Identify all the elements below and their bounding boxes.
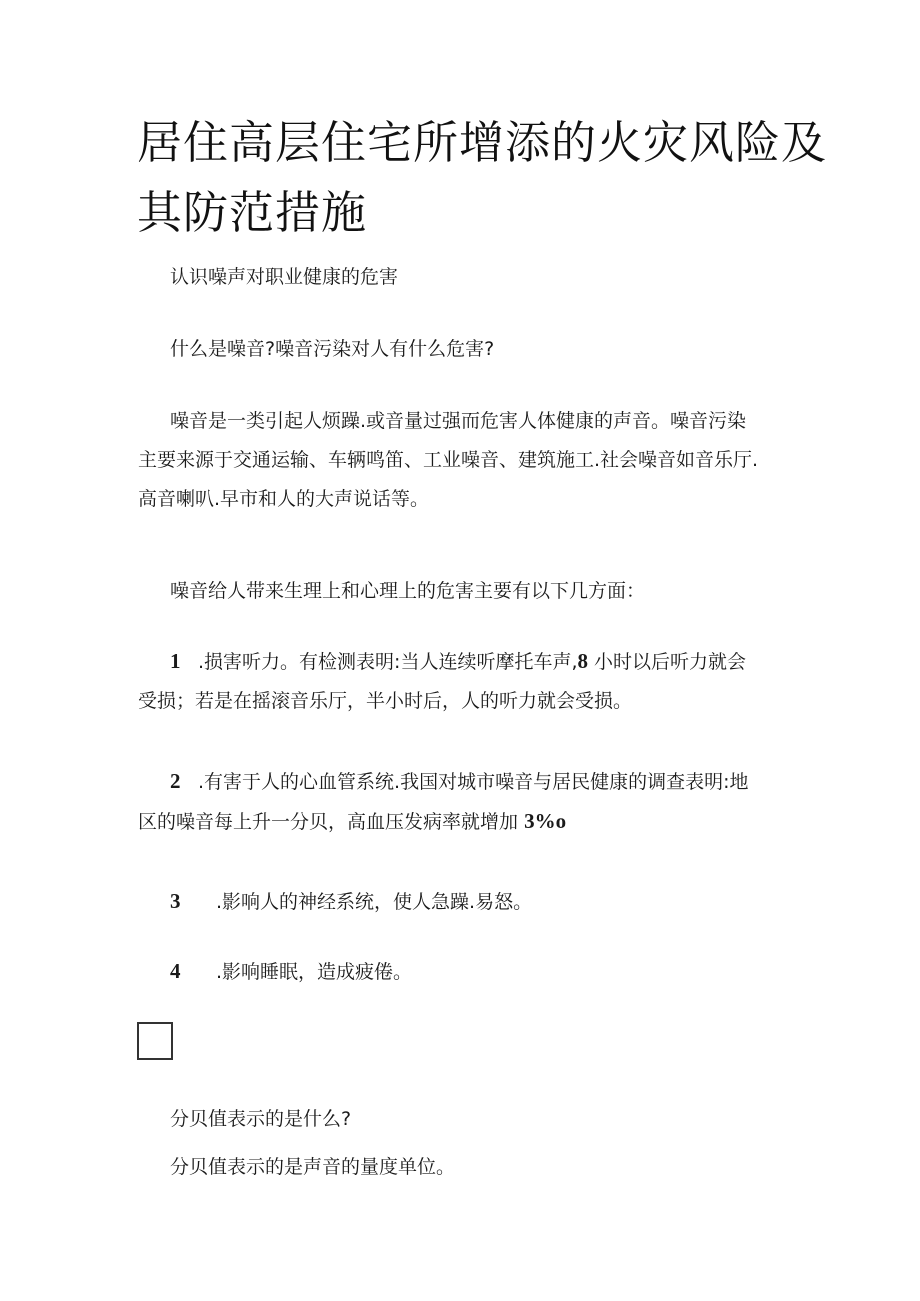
definition-line-1: 噪音是一类引起人烦躁.或音量过强而危害人体健康的声音。噪音污染 xyxy=(170,410,747,432)
list-item-2 xyxy=(138,762,798,842)
list-item-3 xyxy=(138,882,830,922)
item-1-text-a: .损害听力。有检测表明:当人连续听摩托车声, xyxy=(198,651,578,673)
definition-line-2: 主要来源于交通运输、车辆鸣笛、工业噪音、建筑施工.社会噪音如音乐厅. xyxy=(138,449,759,471)
list-item-4 xyxy=(138,952,830,992)
item-1-text-b: 小时以后听力就会 xyxy=(594,651,747,673)
item-1-line-2: 受损；若是在摇滚音乐厅，半小时后，人的听力就会受损。 xyxy=(138,690,633,712)
question-2: 分贝值表示的是什么? xyxy=(170,1108,352,1130)
document-title xyxy=(137,108,857,248)
item-1-number: 1 xyxy=(170,649,181,673)
question-1: 什么是噪音?噪音污染对人有什么危害? xyxy=(170,338,495,360)
title-line-1: 居住高层住宅所增添的火灾风险及 xyxy=(137,116,828,169)
item-3-text: .影响人的神经系统，使人急躁.易怒。 xyxy=(216,891,533,913)
item-3-number: 3 xyxy=(170,889,181,913)
item-2-text-line-2: 区的噪音每上升一分贝，高血压发病率就增加 xyxy=(138,811,519,833)
item-2-text-line-1: .有害于人的心血管系统.我国对城市噪音与居民健康的调查表明:地 xyxy=(198,771,749,793)
list-item-1 xyxy=(138,642,798,721)
item-1-number-value: 8 xyxy=(577,649,588,673)
item-2-number: 2 xyxy=(170,769,181,793)
title-line-2: 其防范措施 xyxy=(137,186,368,239)
subtitle: 认识噪声对职业健康的危害 xyxy=(170,266,399,288)
item-4-text: .影响睡眠，造成疲倦。 xyxy=(216,961,413,983)
definition-line-3: 高音喇叭.早市和人的大声说话等。 xyxy=(138,488,430,510)
item-2-percent: 3%o xyxy=(524,809,567,833)
item-4-number: 4 xyxy=(170,959,181,983)
definition-paragraph xyxy=(138,402,798,519)
checkbox[interactable] xyxy=(137,1022,173,1060)
answer-2: 分贝值表示的是声音的量度单位。 xyxy=(170,1156,456,1178)
harms-intro: 噪音给人带来生理上和心理上的危害主要有以下几方面： xyxy=(170,580,646,602)
